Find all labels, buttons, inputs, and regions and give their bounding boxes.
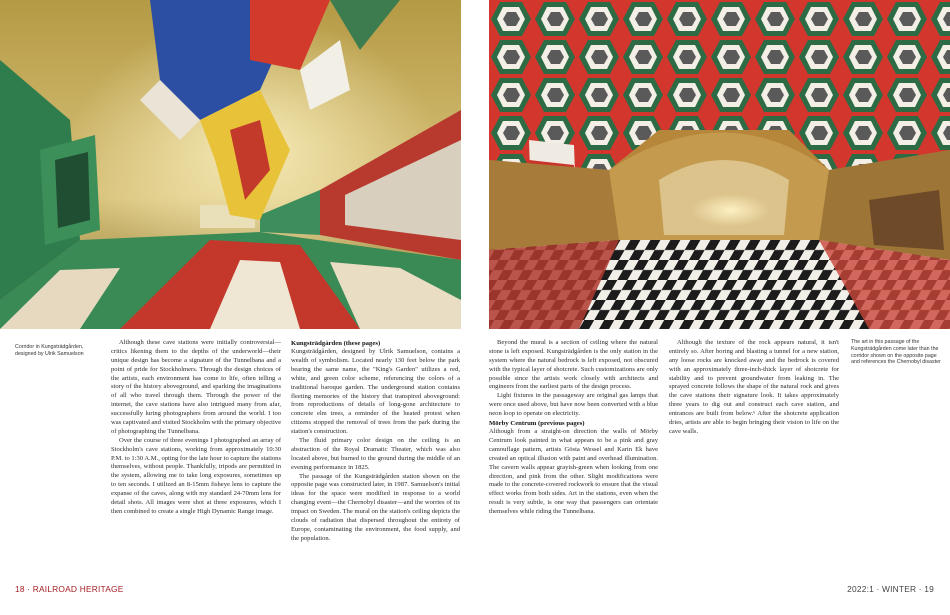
kungstradgarden-corridor-photo [0,0,461,329]
paragraph: Over the course of three evenings I photographed an array of Stockholm's cave stations, working from approximately 10:30 P.M. to 1:30 A.M., opting for the late hour to capture the stations themselves, without people. Thankfully, tripods are permitted in the system, allowing me to take long exposures, sometimes up to ten seconds. I utilized an 8-15mm fisheye lens to capture the expanse of the caves, along with my standard 24-70mm lens for detail shots. All images were shot at three exposures, which I then combined to create a single High Dynamic Range image. [111,436,281,515]
paragraph: The passage of the Kungsträdgården station shown on the opposite page was constructed later, in 1987. Samuelson's initial ideas for the space were modified in response to a world changing event—the Chernobyl disaster—and the worries of its impact on Sweden. The mural on the station's ceiling depicts the clouds of radiation that dispersed throughout the entirety of Europe, contaminating the environment, the food supply, and the population. [291,472,460,542]
paragraph: Light fixtures in the passageway are original gas lamps that were once used above, but have now been converted with a blue neon loop to operate on electricity. [489,392,658,418]
photo-caption-left: Corridor in Kungsträdgården, designed by Ulrik Samuelson [15,344,84,357]
issue-label: 2022:1 · WINTER · [847,584,925,594]
passage-illustration [489,0,950,329]
text-column-4 [669,339,839,437]
paragraph: Although the texture of the rock appears natural, it isn't entirely so. After boring and blasting a tunnel for a new station, any loose rocks are knocked away and the bedrock is covered with an approximately three-inch-thick layer of shotcrete for stability and to prevent groundwater from leaking in. The sprayed concrete follows the shape of the natural rock and gives the cave stations their signature look. It takes approximately three years to dig out and construct each cave station, and entrances are built from below.⁶ After the shotcrete application dries, artists are able to begin bringing their vision to life on the cave walls. [669,339,839,435]
text-column-3 [489,339,658,517]
kungstradgarden-chernobyl-passage-photo [489,0,950,329]
page-number-left: 18 [15,584,25,594]
folio-separator: · [24,584,33,594]
section-heading-kungstradgarden: Kungsträdgården (these pages) [291,340,381,347]
paragraph: The fluid primary color design on the ceiling is an abstraction of the Royal Dramatic Theater, which was also located above, but burned to the ground during the middle of an evening performance in 1825. [291,437,460,471]
folio-right [847,584,934,594]
photo-caption-right: The art in this passage of the Kungsträdgården come later than the corridor shown on the opposite page and references the Chernobyl disaster [851,339,941,366]
text-column-1 [111,339,281,517]
paragraph: Kungsträdgården, designed by Ulrik Samuelson, contains a wealth of symbolism. Located nearly 130 feet below the park bearing the same name, the "King's Garden" utilizes a red, white, and green color scheme, referencing the colors of a traditional baroque garden. The underground station contains fleeting memories of the history that transpired aboveground: from reproductions of details of long-gone architecture to concrete elm trees, a reminder of the heated protest when citizens stopped the removal of trees from the park during the station's construction. [291,348,460,436]
folio-left [15,584,124,594]
paragraph: Although from a straight-on direction the walls of Mörby Centrum look painted in what appears to be a pink and gray camouflage pattern, artists Gösta Wessel and Karin Ek have created an optical illusion with paint and overhead illumination. The cavern walls appear grayish-green when looking from one direction, and pink from the other. Slight modifications were made to the concrete-covered rockwork to ensure that the visual effect works from both sides. Art in the stations, even when the result is very subtle, is one way that passengers can orientate themselves while riding the Tunnelbana. [489,428,658,516]
paragraph: Although these cave stations were initially controversial—critics likening them to the depths of the underworld—their unique design has become a signature of the Tunnelbana and a point of pride for Stockholmers. Through the design choices of the artists, each environment has come to life, often telling a story of the history aboveground, and sparking the imaginations of all who travel through them. Through the power of the internet, the cave stations have also intrigued many from afar, successfully luring photographers from around the world. I too was captivated and visited Stockholm with the primary objective of photographing the Tunnelbana. [111,339,281,435]
paragraph: Beyond the mural is a section of ceiling where the natural stone is left exposed. Kungsträdgården is the only station in the system where the natural bedrock is left exposed, not obscured with the typical layer of shotcrete. Such customizations are only possible since the artists work closely with architects and engineers from the earliest parts of the design process. [489,339,658,391]
magazine-name: RAILROAD HERITAGE [32,584,124,594]
text-column-2 [291,339,460,544]
section-heading-morby-centrum: Mörby Centrum (previous pages) [489,420,585,428]
page-number-right: 19 [924,584,934,594]
corridor-illustration [0,0,461,329]
